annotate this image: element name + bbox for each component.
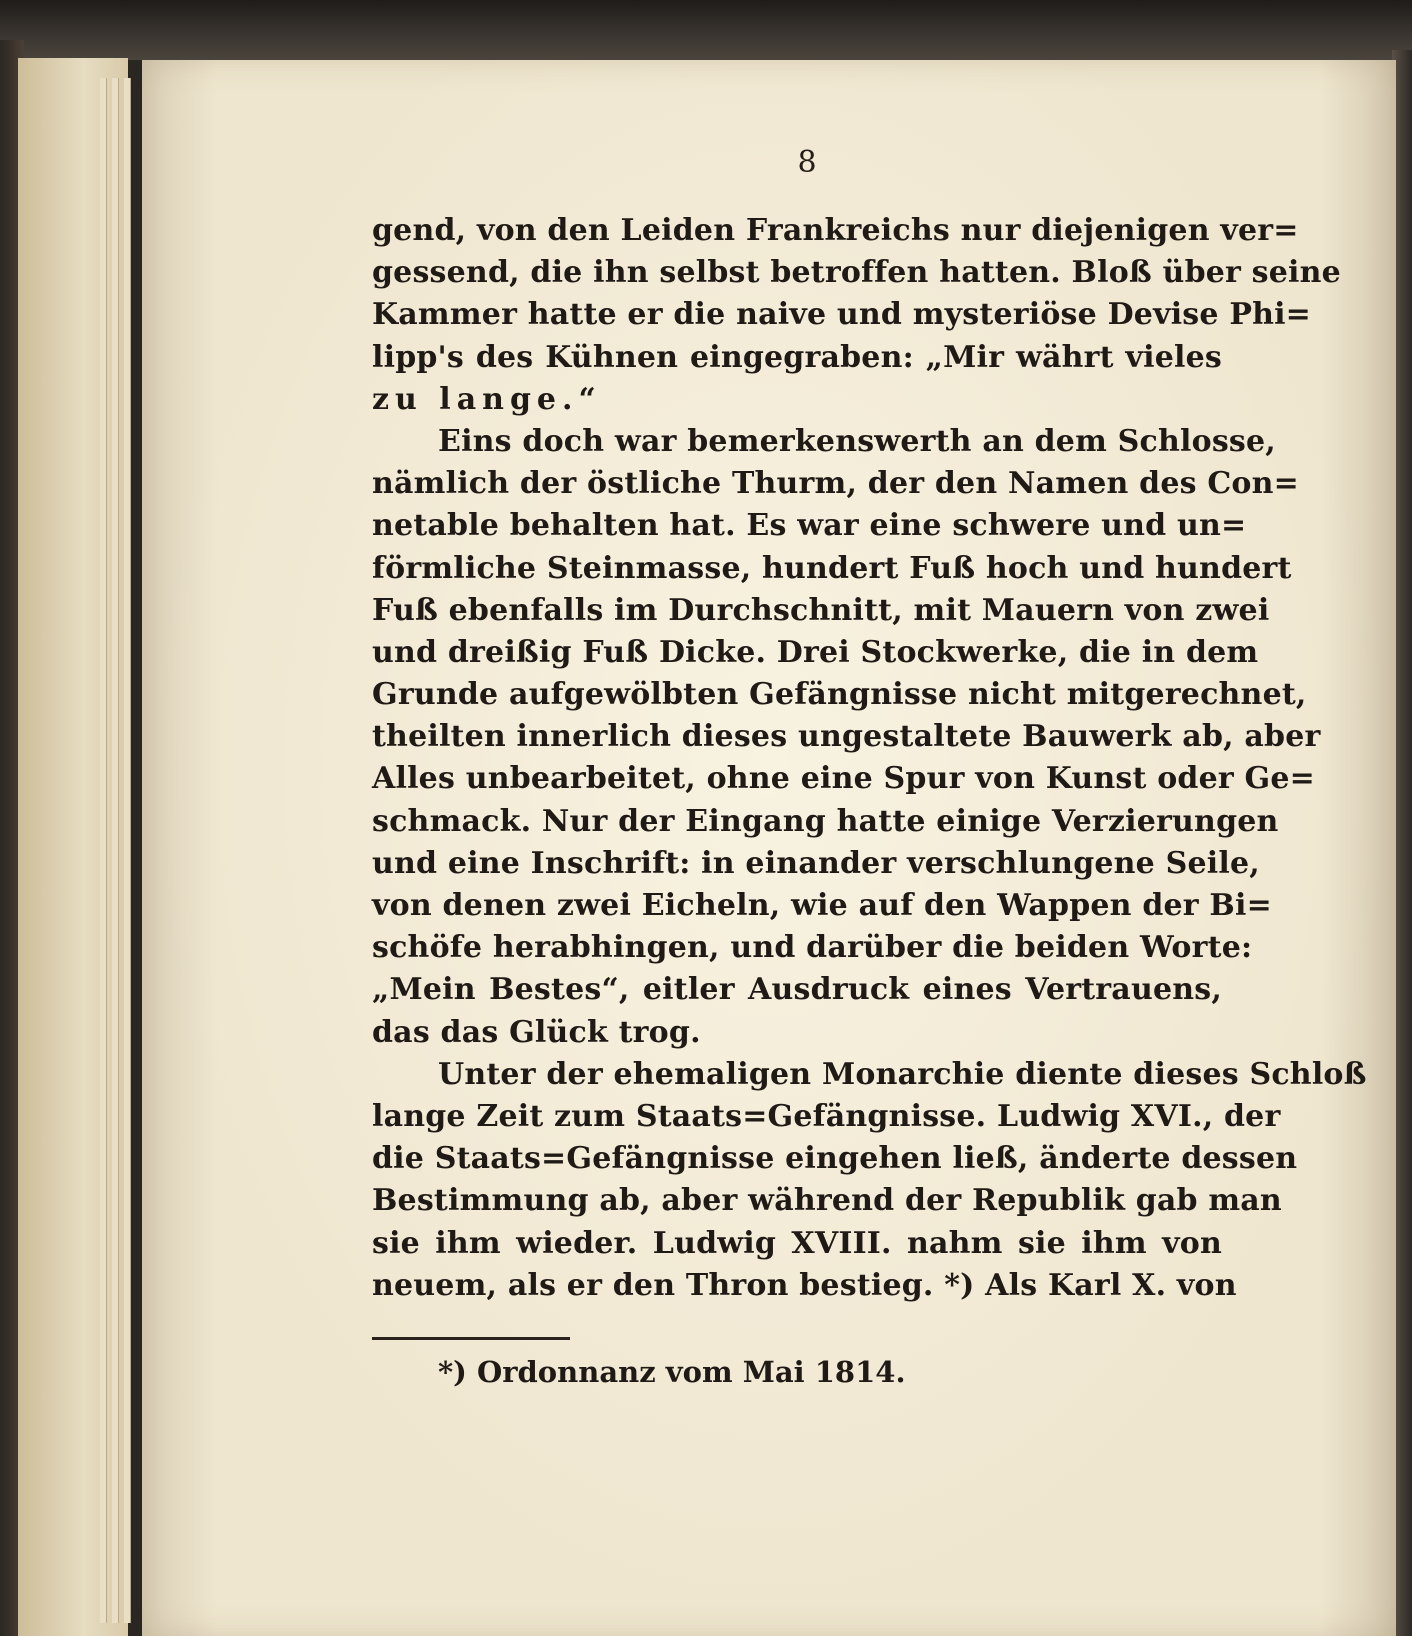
footnote-divider bbox=[372, 1337, 570, 1340]
text-line: Unter der ehemaligen Monarchie diente dieses Schloß bbox=[438, 1056, 1367, 1092]
text-line: zu lange.“ bbox=[372, 381, 602, 417]
text-line: und eine Inschrift: in einander verschlungene Seile, bbox=[372, 845, 1260, 881]
footnote: *) Ordonnanz vom Mai 1814. bbox=[438, 1355, 906, 1389]
text-line: lange Zeit zum Staats=Gefängnisse. Ludwig XVI., der bbox=[372, 1098, 1281, 1134]
text-line: theilten innerlich dieses ungestaltete Bauwerk ab, aber bbox=[372, 719, 1321, 755]
text-line: Alles unbearbeitet, ohne eine Spur von Kunst oder Ge= bbox=[372, 761, 1315, 797]
text-line: „Mein Bestes“, eitler Ausdruck eines Vertrauens, bbox=[372, 972, 1222, 1008]
text-line: neuem, als er den Thron bestieg. *) Als Karl X. von bbox=[372, 1267, 1237, 1303]
page-edge bbox=[124, 78, 131, 1623]
text-line: Eins doch war bemerkenswerth an dem Schlosse, bbox=[438, 423, 1276, 459]
text-line: das das Glück trog. bbox=[372, 1014, 701, 1050]
book-cover-top bbox=[0, 0, 1412, 60]
page-edge bbox=[112, 78, 119, 1623]
text-line: Kammer hatte er die naive und mysteriöse Devise Phi= bbox=[372, 297, 1312, 333]
book-page bbox=[142, 60, 1396, 1636]
text-line: von denen zwei Eicheln, wie auf den Wappen der Bi= bbox=[372, 888, 1272, 923]
text-line: Grunde aufgewölbten Gefängnisse nicht mitgerechnet, bbox=[372, 677, 1307, 713]
text-line: nämlich der östliche Thurm, der den Namen des Con= bbox=[372, 466, 1299, 502]
body-text bbox=[372, 210, 1367, 1307]
text-line: Bestimmung ab, aber während der Republik gab man bbox=[372, 1183, 1282, 1219]
text-line: und dreißig Fuß Dicke. Drei Stockwerke, die in dem bbox=[372, 634, 1259, 670]
text-line: lipp's des Kühnen eingegraben: „Mir währt vieles bbox=[372, 339, 1222, 375]
text-line: die Staats=Gefängnisse eingehen ließ, änderte dessen bbox=[372, 1141, 1298, 1177]
text-line: Fuß ebenfalls im Durchschnitt, mit Mauern von zwei bbox=[372, 592, 1270, 628]
text-line: schöfe herabhingen, und darüber die beiden Worte: bbox=[372, 930, 1253, 966]
text-line: gend, von den Leiden Frankreichs nur diejenigen ver= bbox=[372, 213, 1299, 248]
text-line: schmack. Nur der Eingang hatte einige Verzierungen bbox=[372, 803, 1279, 839]
text-line: netable behalten hat. Es war eine schwere und un= bbox=[372, 508, 1247, 544]
page-number: 8 bbox=[797, 145, 817, 180]
text-line: sie ihm wieder. Ludwig XVIII. nahm sie ihm von bbox=[372, 1225, 1222, 1261]
page-edge bbox=[100, 78, 107, 1623]
text-line: förmliche Steinmasse, hundert Fuß hoch und hundert bbox=[372, 550, 1292, 586]
text-line: gessend, die ihn selbst betroffen hatten. Bloß über seine bbox=[372, 255, 1341, 291]
